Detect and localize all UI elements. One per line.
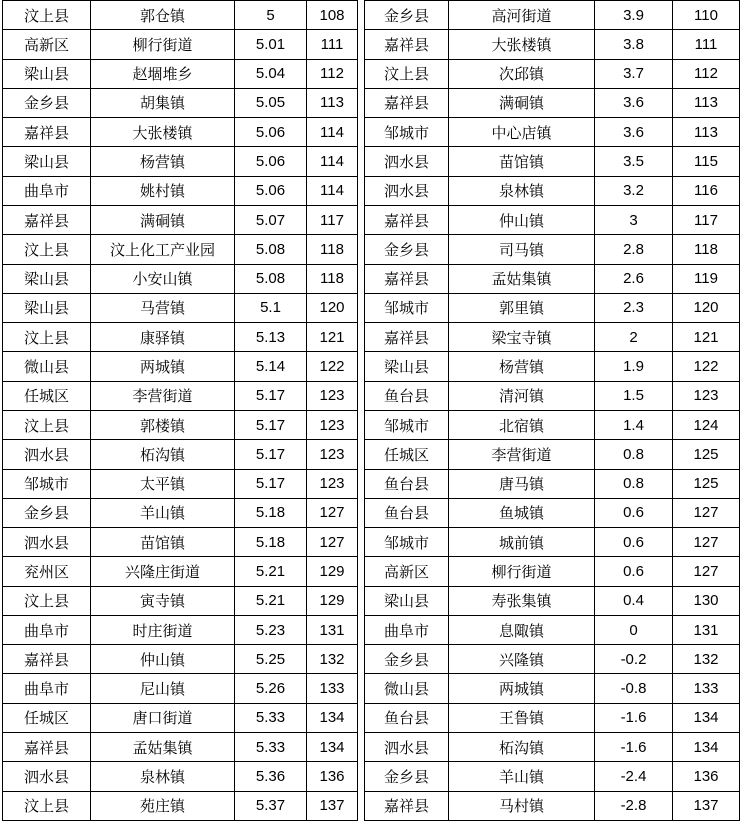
rank-cell: 132 [307, 645, 358, 674]
rank-cell: 129 [307, 557, 358, 586]
value-cell: 2.8 [595, 235, 673, 264]
county-cell: 任城区 [365, 440, 449, 469]
county-cell: 嘉祥县 [365, 791, 449, 820]
town-cell: 苗馆镇 [91, 528, 235, 557]
county-cell: 嘉祥县 [365, 323, 449, 352]
county-cell: 梁山县 [365, 586, 449, 615]
value-cell: 5.23 [235, 615, 307, 644]
rank-cell: 123 [673, 381, 740, 410]
town-cell: 时庄街道 [91, 615, 235, 644]
county-cell: 鱼台县 [365, 703, 449, 732]
table-row [3, 235, 358, 264]
county-cell: 金乡县 [365, 1, 449, 30]
county-cell: 曲阜市 [3, 176, 91, 205]
county-cell: 任城区 [3, 381, 91, 410]
county-cell: 金乡县 [365, 235, 449, 264]
county-cell: 兖州区 [3, 557, 91, 586]
value-cell: 5.04 [235, 59, 307, 88]
town-cell: 唐马镇 [449, 469, 595, 498]
rank-cell: 134 [307, 733, 358, 762]
rank-cell: 127 [673, 498, 740, 527]
rank-cell: 136 [307, 762, 358, 791]
table-row [3, 30, 358, 59]
rank-cell: 123 [307, 469, 358, 498]
town-cell: 唐口街道 [91, 703, 235, 732]
right-ranking-table [364, 0, 740, 821]
rank-cell: 133 [673, 674, 740, 703]
value-cell: -2.4 [595, 762, 673, 791]
county-cell: 泗水县 [3, 762, 91, 791]
county-cell: 汶上县 [3, 410, 91, 439]
county-cell: 邹城市 [365, 293, 449, 322]
rank-cell: 113 [673, 88, 740, 117]
table-row [365, 1, 740, 30]
town-cell: 城前镇 [449, 528, 595, 557]
table-row [3, 703, 358, 732]
table-row [3, 586, 358, 615]
value-cell: 2.6 [595, 264, 673, 293]
value-cell: 5.07 [235, 205, 307, 234]
table-row [3, 205, 358, 234]
county-cell: 梁山县 [3, 293, 91, 322]
town-cell: 大张楼镇 [449, 30, 595, 59]
value-cell: 1.4 [595, 410, 673, 439]
rank-cell: 130 [673, 586, 740, 615]
value-cell: 0.8 [595, 440, 673, 469]
town-cell: 小安山镇 [91, 264, 235, 293]
town-cell: 太平镇 [91, 469, 235, 498]
value-cell: 5.33 [235, 733, 307, 762]
town-cell: 汶上化工产业园 [91, 235, 235, 264]
county-cell: 泗水县 [365, 147, 449, 176]
town-cell: 梁宝寺镇 [449, 323, 595, 352]
table-row [3, 528, 358, 557]
table-row [3, 762, 358, 791]
rank-cell: 134 [307, 703, 358, 732]
town-cell: 姚村镇 [91, 176, 235, 205]
value-cell: 0 [595, 615, 673, 644]
town-cell: 康驿镇 [91, 323, 235, 352]
table-row [365, 674, 740, 703]
town-cell: 王鲁镇 [449, 703, 595, 732]
value-cell: 0.4 [595, 586, 673, 615]
table-row [365, 59, 740, 88]
county-cell: 邹城市 [3, 469, 91, 498]
county-cell: 嘉祥县 [365, 264, 449, 293]
rank-cell: 122 [307, 352, 358, 381]
value-cell: 5 [235, 1, 307, 30]
town-cell: 柳行街道 [91, 30, 235, 59]
value-cell: -0.2 [595, 645, 673, 674]
town-cell: 寿张集镇 [449, 586, 595, 615]
town-cell: 马营镇 [91, 293, 235, 322]
rank-cell: 133 [307, 674, 358, 703]
rank-cell: 120 [673, 293, 740, 322]
table-row [365, 645, 740, 674]
town-cell: 赵堌堆乡 [91, 59, 235, 88]
town-cell: 兴隆镇 [449, 645, 595, 674]
rank-cell: 137 [307, 791, 358, 820]
table-row [365, 323, 740, 352]
town-cell: 羊山镇 [91, 498, 235, 527]
value-cell: 5.33 [235, 703, 307, 732]
rank-cell: 121 [673, 323, 740, 352]
county-cell: 鱼台县 [365, 381, 449, 410]
town-cell: 中心店镇 [449, 118, 595, 147]
table-row [3, 645, 358, 674]
value-cell: 0.6 [595, 528, 673, 557]
value-cell: 5.06 [235, 147, 307, 176]
rank-cell: 114 [307, 147, 358, 176]
rank-cell: 114 [307, 176, 358, 205]
town-cell: 马村镇 [449, 791, 595, 820]
table-row [365, 791, 740, 820]
value-cell: -1.6 [595, 733, 673, 762]
county-cell: 高新区 [3, 30, 91, 59]
value-cell: 5.01 [235, 30, 307, 59]
county-cell: 梁山县 [365, 352, 449, 381]
table-row [365, 557, 740, 586]
value-cell: 5.06 [235, 118, 307, 147]
town-cell: 柘沟镇 [91, 440, 235, 469]
county-cell: 泗水县 [3, 528, 91, 557]
table-row [365, 147, 740, 176]
town-cell: 司马镇 [449, 235, 595, 264]
town-cell: 泉林镇 [91, 762, 235, 791]
county-cell: 曲阜市 [3, 674, 91, 703]
county-cell: 泗水县 [365, 733, 449, 762]
table-row [3, 381, 358, 410]
table-row [3, 323, 358, 352]
town-cell: 满硐镇 [449, 88, 595, 117]
county-cell: 嘉祥县 [365, 205, 449, 234]
value-cell: 0.6 [595, 557, 673, 586]
town-cell: 两城镇 [91, 352, 235, 381]
town-cell: 孟姑集镇 [449, 264, 595, 293]
rank-cell: 113 [307, 88, 358, 117]
value-cell: 5.13 [235, 323, 307, 352]
rank-cell: 113 [673, 118, 740, 147]
value-cell: 5.21 [235, 586, 307, 615]
table-row [365, 498, 740, 527]
value-cell: 5.25 [235, 645, 307, 674]
value-cell: 1.9 [595, 352, 673, 381]
value-cell: 5.37 [235, 791, 307, 820]
town-cell: 北宿镇 [449, 410, 595, 439]
rank-cell: 137 [673, 791, 740, 820]
town-cell: 高河街道 [449, 1, 595, 30]
county-cell: 曲阜市 [365, 615, 449, 644]
table-row [3, 674, 358, 703]
rank-cell: 125 [673, 469, 740, 498]
table-row [365, 235, 740, 264]
table-row [365, 176, 740, 205]
town-cell: 杨营镇 [449, 352, 595, 381]
rank-cell: 127 [307, 498, 358, 527]
town-cell: 羊山镇 [449, 762, 595, 791]
ranking-tables [2, 0, 738, 821]
county-cell: 邹城市 [365, 118, 449, 147]
rank-cell: 111 [673, 30, 740, 59]
value-cell: 5.36 [235, 762, 307, 791]
county-cell: 金乡县 [3, 498, 91, 527]
town-cell: 郭里镇 [449, 293, 595, 322]
table-row [365, 381, 740, 410]
town-cell: 胡集镇 [91, 88, 235, 117]
rank-cell: 112 [673, 59, 740, 88]
value-cell: 3.6 [595, 118, 673, 147]
rank-cell: 118 [307, 235, 358, 264]
town-cell: 李营街道 [91, 381, 235, 410]
table-row [365, 762, 740, 791]
rank-cell: 111 [307, 30, 358, 59]
rank-cell: 117 [673, 205, 740, 234]
value-cell: -1.6 [595, 703, 673, 732]
value-cell: 5.18 [235, 528, 307, 557]
value-cell: 3.2 [595, 176, 673, 205]
table-row [365, 410, 740, 439]
left-ranking-table [2, 0, 358, 821]
county-cell: 嘉祥县 [3, 205, 91, 234]
county-cell: 微山县 [3, 352, 91, 381]
table-row [3, 469, 358, 498]
town-cell: 仲山镇 [91, 645, 235, 674]
table-row [3, 59, 358, 88]
table-row [3, 733, 358, 762]
county-cell: 泗水县 [365, 176, 449, 205]
county-cell: 嘉祥县 [365, 30, 449, 59]
table-row [3, 176, 358, 205]
value-cell: 5.17 [235, 410, 307, 439]
county-cell: 梁山县 [3, 264, 91, 293]
town-cell: 郭楼镇 [91, 410, 235, 439]
town-cell: 仲山镇 [449, 205, 595, 234]
value-cell: 5.18 [235, 498, 307, 527]
county-cell: 邹城市 [365, 528, 449, 557]
rank-cell: 115 [673, 147, 740, 176]
table-row [3, 88, 358, 117]
county-cell: 金乡县 [365, 762, 449, 791]
table-row [365, 469, 740, 498]
town-cell: 李营街道 [449, 440, 595, 469]
table-row [365, 205, 740, 234]
value-cell: 5.08 [235, 235, 307, 264]
county-cell: 梁山县 [3, 147, 91, 176]
table-row [365, 615, 740, 644]
rank-cell: 134 [673, 733, 740, 762]
county-cell: 汶上县 [365, 59, 449, 88]
value-cell: 3.5 [595, 147, 673, 176]
rank-cell: 114 [307, 118, 358, 147]
town-cell: 柳行街道 [449, 557, 595, 586]
town-cell: 寅寺镇 [91, 586, 235, 615]
rank-cell: 118 [307, 264, 358, 293]
town-cell: 孟姑集镇 [91, 733, 235, 762]
value-cell: 5.17 [235, 469, 307, 498]
table-row [3, 410, 358, 439]
county-cell: 嘉祥县 [3, 733, 91, 762]
county-cell: 汶上县 [3, 235, 91, 264]
value-cell: 2.3 [595, 293, 673, 322]
rank-cell: 108 [307, 1, 358, 30]
rank-cell: 129 [307, 586, 358, 615]
value-cell: 5.26 [235, 674, 307, 703]
rank-cell: 125 [673, 440, 740, 469]
value-cell: 3.9 [595, 1, 673, 30]
table-row [3, 791, 358, 820]
county-cell: 泗水县 [3, 440, 91, 469]
rank-cell: 127 [673, 528, 740, 557]
value-cell: -0.8 [595, 674, 673, 703]
county-cell: 金乡县 [3, 88, 91, 117]
rank-cell: 122 [673, 352, 740, 381]
rank-cell: 127 [307, 528, 358, 557]
county-cell: 汶上县 [3, 791, 91, 820]
table-row [365, 293, 740, 322]
value-cell: 5.05 [235, 88, 307, 117]
table-row [3, 264, 358, 293]
town-cell: 息陬镇 [449, 615, 595, 644]
table-row [3, 118, 358, 147]
table-row [365, 440, 740, 469]
town-cell: 柘沟镇 [449, 733, 595, 762]
rank-cell: 134 [673, 703, 740, 732]
value-cell: 5.14 [235, 352, 307, 381]
rank-cell: 112 [307, 59, 358, 88]
county-cell: 金乡县 [365, 645, 449, 674]
rank-cell: 123 [307, 440, 358, 469]
rank-cell: 110 [673, 1, 740, 30]
rank-cell: 121 [307, 323, 358, 352]
rank-cell: 124 [673, 410, 740, 439]
value-cell: -2.8 [595, 791, 673, 820]
table-row [3, 293, 358, 322]
county-cell: 汶上县 [3, 323, 91, 352]
rank-cell: 118 [673, 235, 740, 264]
county-cell: 曲阜市 [3, 615, 91, 644]
county-cell: 鱼台县 [365, 469, 449, 498]
value-cell: 5.17 [235, 381, 307, 410]
rank-cell: 123 [307, 410, 358, 439]
value-cell: 3.6 [595, 88, 673, 117]
value-cell: 3.7 [595, 59, 673, 88]
table-row [3, 147, 358, 176]
county-cell: 微山县 [365, 674, 449, 703]
town-cell: 苗馆镇 [449, 147, 595, 176]
rank-cell: 131 [673, 615, 740, 644]
county-cell: 邹城市 [365, 410, 449, 439]
county-cell: 高新区 [365, 557, 449, 586]
value-cell: 2 [595, 323, 673, 352]
county-cell: 汶上县 [3, 586, 91, 615]
town-cell: 大张楼镇 [91, 118, 235, 147]
value-cell: 5.06 [235, 176, 307, 205]
table-row [365, 264, 740, 293]
town-cell: 尼山镇 [91, 674, 235, 703]
value-cell: 5.08 [235, 264, 307, 293]
county-cell: 嘉祥县 [3, 645, 91, 674]
rank-cell: 136 [673, 762, 740, 791]
value-cell: 0.8 [595, 469, 673, 498]
town-cell: 鱼城镇 [449, 498, 595, 527]
rank-cell: 127 [673, 557, 740, 586]
town-cell: 次邱镇 [449, 59, 595, 88]
value-cell: 5.17 [235, 440, 307, 469]
value-cell: 3 [595, 205, 673, 234]
town-cell: 两城镇 [449, 674, 595, 703]
county-cell: 汶上县 [3, 1, 91, 30]
town-cell: 郭仓镇 [91, 1, 235, 30]
town-cell: 满硐镇 [91, 205, 235, 234]
town-cell: 杨营镇 [91, 147, 235, 176]
town-cell: 苑庄镇 [91, 791, 235, 820]
table-row [365, 733, 740, 762]
table-row [365, 88, 740, 117]
town-cell: 清河镇 [449, 381, 595, 410]
county-cell: 嘉祥县 [365, 88, 449, 117]
table-row [3, 1, 358, 30]
table-row [3, 615, 358, 644]
rank-cell: 117 [307, 205, 358, 234]
rank-cell: 131 [307, 615, 358, 644]
value-cell: 5.21 [235, 557, 307, 586]
table-row [3, 440, 358, 469]
rank-cell: 120 [307, 293, 358, 322]
rank-cell: 132 [673, 645, 740, 674]
table-row [365, 30, 740, 59]
rank-cell: 116 [673, 176, 740, 205]
town-cell: 泉林镇 [449, 176, 595, 205]
table-row [3, 557, 358, 586]
value-cell: 0.6 [595, 498, 673, 527]
table-row [365, 528, 740, 557]
county-cell: 鱼台县 [365, 498, 449, 527]
county-cell: 嘉祥县 [3, 118, 91, 147]
town-cell: 兴隆庄街道 [91, 557, 235, 586]
table-row [365, 703, 740, 732]
county-cell: 梁山县 [3, 59, 91, 88]
county-cell: 任城区 [3, 703, 91, 732]
value-cell: 3.8 [595, 30, 673, 59]
table-row [365, 118, 740, 147]
rank-cell: 123 [307, 381, 358, 410]
table-row [365, 586, 740, 615]
rank-cell: 119 [673, 264, 740, 293]
table-row [365, 352, 740, 381]
value-cell: 5.1 [235, 293, 307, 322]
value-cell: 1.5 [595, 381, 673, 410]
table-row [3, 498, 358, 527]
table-row [3, 352, 358, 381]
